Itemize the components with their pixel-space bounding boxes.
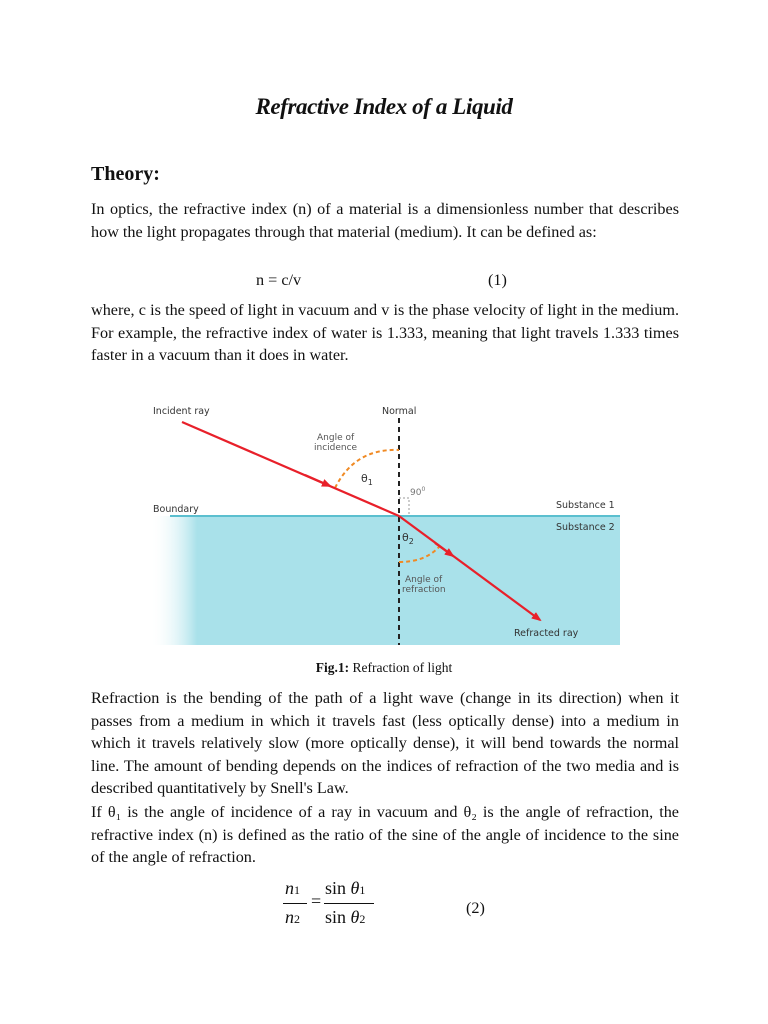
refraction-diagram-svg bbox=[150, 400, 620, 645]
eq2-n1: n1 bbox=[285, 878, 300, 898]
eq2-sin-theta-1: sin θ1 bbox=[325, 878, 366, 898]
incident-ray bbox=[182, 422, 399, 516]
label-angle-of-refraction-2: refraction bbox=[402, 585, 446, 595]
paragraph-snells-law: If θ₁ is the angle of incidence of a ray in vacuum and θ₂ is the angle of refraction, the refractive index (n) is defined as the ratio of the sine of the angle of incidence to the sine of the angle of refraction. bbox=[91, 803, 679, 866]
label-angle-of-refraction-1: Angle of bbox=[405, 575, 443, 585]
section-heading-theory: Theory: bbox=[91, 163, 160, 185]
figure-caption bbox=[0, 660, 768, 676]
label-angle-of-incidence-1: Angle of bbox=[317, 433, 355, 443]
eq2-equals: = bbox=[311, 891, 322, 911]
eq2-right-fraction-bar bbox=[324, 903, 374, 904]
incident-ray-arrow bbox=[305, 475, 330, 486]
figure-caption-text: Refraction of light bbox=[349, 660, 453, 675]
label-substance-1: Substance 1 bbox=[556, 500, 615, 511]
paragraph-definition: In optics, the refractive index (n) of a material is a dimensionless number that describes how the light propagates through that material (medium). It can be defined as: bbox=[91, 200, 679, 241]
label-substance-2: Substance 2 bbox=[556, 522, 615, 533]
label-theta-1: $\theta_1$ bbox=[361, 472, 373, 487]
right-angle-marker bbox=[399, 498, 409, 516]
label-theta-2: $\theta_2$ bbox=[402, 531, 414, 546]
refraction-diagram bbox=[150, 400, 620, 645]
eq2-sin-theta-2: sin θ2 bbox=[325, 907, 366, 927]
label-angle-of-incidence-2: incidence bbox=[314, 443, 358, 453]
paragraph-explanation: where, c is the speed of light in vacuum and v is the phase velocity of light in the medium. For example, the refractive index of water is 1.333, meaning that light travels 1.333 times faster in a vacuum than it does in water. bbox=[91, 301, 679, 364]
label-90-degrees: $90^0$ bbox=[410, 486, 426, 498]
equation-1-number: (1) bbox=[488, 271, 507, 289]
eq2-left-fraction-bar bbox=[283, 903, 307, 904]
eq2-n2: n2 bbox=[285, 907, 300, 927]
document-title: Refractive Index of a Liquid bbox=[255, 94, 513, 119]
figure-caption-label: Fig.1: bbox=[315, 660, 350, 675]
equation-1: n = c/v bbox=[256, 271, 302, 289]
equation-2-number: (2) bbox=[466, 899, 485, 917]
label-normal: Normal bbox=[382, 406, 417, 417]
paragraph-refraction: Refraction is the bending of the path of a light wave (change in its direction) when it passes from a medium in which it travels fast (less optically dense) into a medium in which it travels relatively slow (more optically dense), it will bend towards the normal line. The amount of bending depends on the indices of refraction of the two media and is described quantitatively by Snell's Law. bbox=[91, 689, 679, 797]
substance-2-water-region bbox=[150, 516, 620, 645]
label-refracted-ray: Refracted ray bbox=[514, 628, 579, 639]
label-boundary: Boundary bbox=[153, 504, 199, 515]
label-incident-ray: Incident ray bbox=[153, 406, 210, 417]
